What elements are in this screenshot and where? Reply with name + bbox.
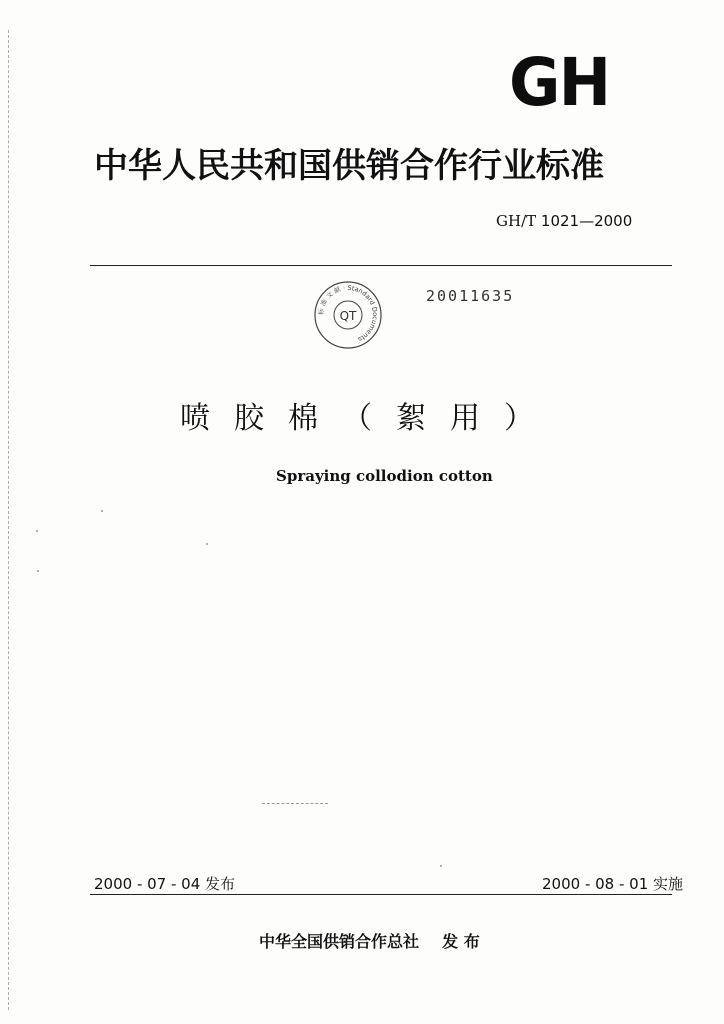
standard-category-title: 中华人民共和国供销合作行业标准 [94,146,604,186]
top-divider [90,265,672,266]
product-title-char: 棉 [288,401,318,436]
stamp-center-text: QT [339,309,357,323]
library-stamp [313,280,383,350]
scan-speck [206,543,208,545]
product-title [180,398,558,440]
binding-edge [8,30,11,1010]
implementation-date: 2000 - 08 - 01 实施 [542,875,684,893]
product-title-char: 絮 [396,401,426,436]
scan-speck [37,570,39,572]
gh-logo: GH [509,44,610,121]
publisher-line [259,930,480,954]
product-title-char: ） [504,401,534,436]
standard-code-number: 1021—2000 [540,212,633,230]
publisher-name: 中华全国供销合作总社 [259,932,420,951]
document-id: 20011635 [426,287,515,305]
product-title-char: 胶 [234,401,264,436]
scan-speck [440,865,442,867]
scan-speck [36,530,38,532]
publisher-action: 发 布 [442,932,480,951]
english-title: Spraying collodion cotton [276,467,493,485]
scan-speck [101,510,103,512]
issue-date: 2000 - 07 - 04 发布 [94,875,236,893]
product-title-char: 用 [450,401,480,436]
scan-mark [262,803,328,804]
product-title-char: （ [342,401,372,436]
stamp-ring-text: 标 准 文 献 · Standard Documents [316,283,380,344]
bottom-divider [90,894,672,895]
standard-code-prefix: GH/T [496,212,537,230]
product-title-char: 喷 [180,401,210,436]
standard-code [496,211,632,231]
